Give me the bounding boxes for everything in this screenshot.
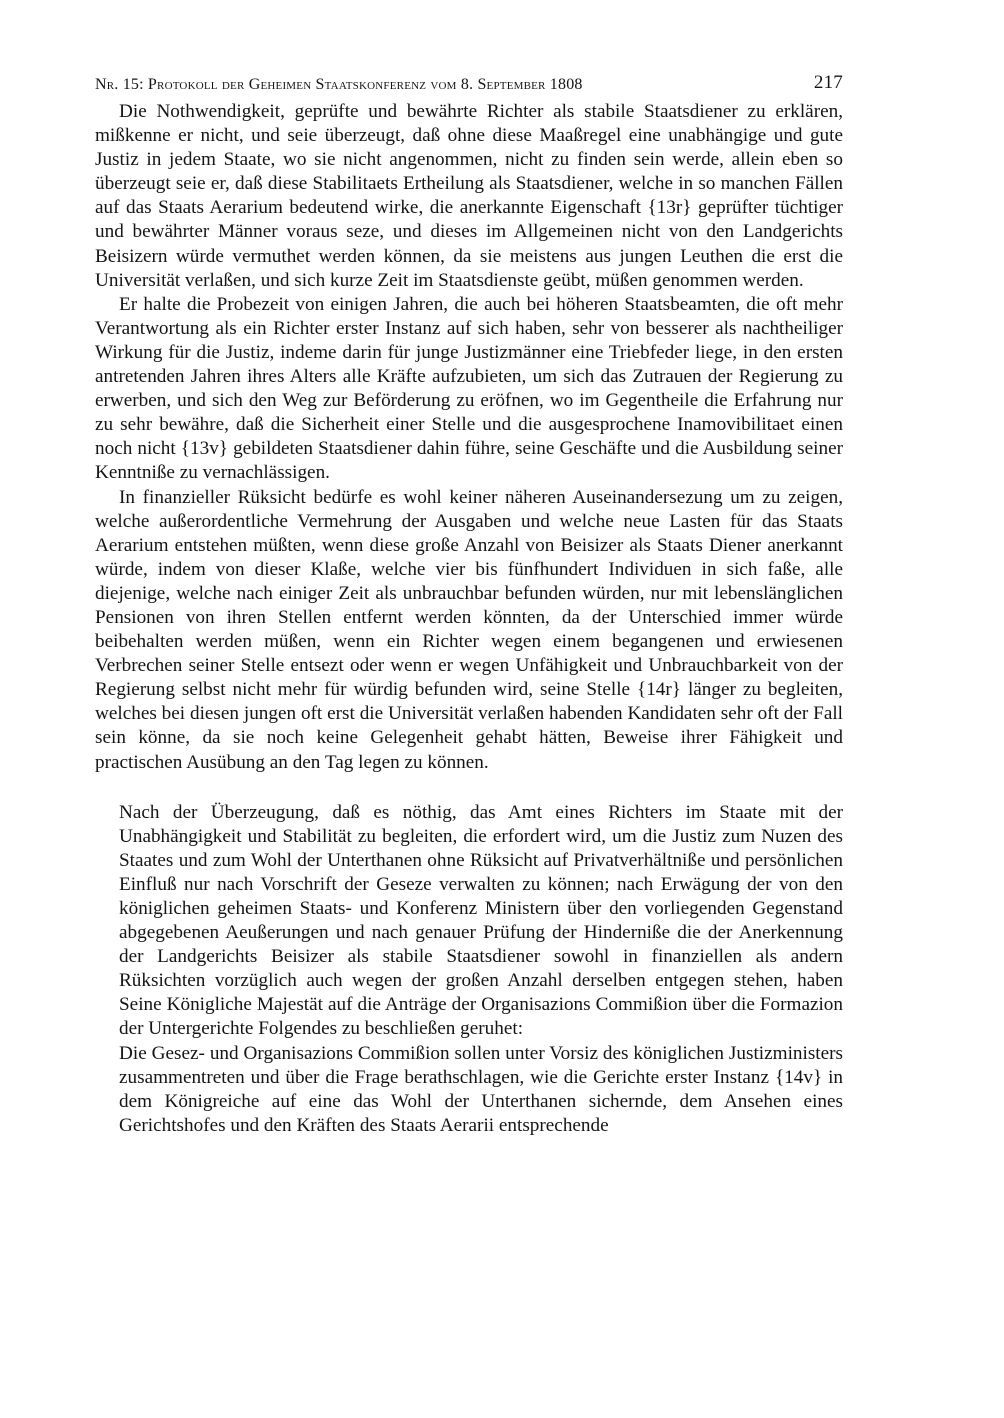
paragraph-2: Er halte die Probezeit von einigen Jahren, die auch bei höheren Staatsbeamten, die oft mehr Verantwortung als ein Richter erster Instanz auf sich haben, sehr von besserer als nachtheiliger Wirkung für die Justiz, indeme darin für junge Justizmänner eine Triebfeder liege, in den ersten antretenden Jahren ihres Alters alle Kräfte aufzubieten, um sich das Zutrauen der Regierung zu erwerben, und sich den Weg zur Beförderung zu eröfnen, wo im Gegentheile die Erfahrung nur zu sehr bewähre, daß die Sicherheit einer Stelle und die ausgesprochene Inamovibilitaet einen noch nicht {13v} gebildeten Staatsdiener dahin führe, seine Geschäfte und die Ausbildung seiner Kenntniße zu vernachlässigen.: [95, 293, 843, 484]
running-title: Nr. 15: Protokoll der Geheimen Staatskonferenz vom 8. September 1808: [95, 76, 583, 93]
paragraph-5-resolution: Die Gesez- und Organisazions Commißion sollen unter Vorsiz des königlichen Justizministers zusammentreten und über die Frage berathschlagen, wie die Gerichte erster Instanz {14v} in dem Königreiche auf eine das Wohl der Unterthanen sichernde, dem Ansehen eines Gerichtshofes und den Kräften des Staats Aerarii entsprechende: [119, 1042, 843, 1136]
paragraph-1: Die Nothwendigkeit, geprüfte und bewährte Richter als stabile Staatsdiener zu erklären, mißkenne er nicht, und seie überzeugt, daß ohne diese Maaßregel eine unabhängige und gute Justiz in jedem Staate, wo sie nicht angenommen, nicht zu finden sein werde, allein eben so überzeugt seie er, daß diese Stabilitaets Ertheilung als Staatsdiener, welche in so manchen Fällen auf das Staats Aerarium bedeutend wirke, die anerkannte Eigenschaft {13r} geprüfter tüchtiger und bewährter Männer voraus seze, und dieses im Allgemeinen nicht von den Landgerichts Beisizern würde vermuthet werden können, da sie meistens aus jungen Leuthen die erst die Universität verlaßen, und sich kurze Zeit im Staatsdienste geübt, müßen genommen werden.: [95, 101, 843, 291]
paragraph-4-resolution: Nach der Überzeugung, daß es nöthig, das Amt eines Richters im Staate mit der Unabhängigkeit und Stabilität zu begleiten, die erfordert wird, um die Justiz zum Nuzen des Staates und zum Wohl der Unterthanen ohne Rüksicht auf Privatverhältniße und persönlichen Einfluß nur nach Vorschrift der Geseze verwalten zu können; nach Erwägung der von den königlichen geheimen Staats- und Konferenz Ministern über den vorliegenden Gegenstand abgegebenen Aeußerungen und nach genauer Prüfung der Hinderniße die der Anerkennung der Landgerichts Beisizer als stabile Staatsdiener sowohl in finanziellen als andern Rüksichten vorzüglich auch wegen der großen Anzahl derselben entgegen stehen, haben Seine Königliche Majestät auf die Anträge der Organisazions Commißion über die Formazion der Untergerichte Folgendes zu beschließen geruhet:: [119, 801, 843, 1040]
running-head: [95, 70, 843, 100]
document-page: [95, 70, 843, 1138]
page-number: 217: [813, 72, 843, 93]
body-text: [95, 100, 843, 1138]
paragraph-3: In finanzieller Rüksicht bedürfe es wohl keiner näheren Auseinandersezung um zu zeigen, welche außerordentliche Vermehrung der Ausgaben und welche neue Lasten für das Staats Aerarium entstehen müßten, wenn diese große Anzahl von Beisizer als Staats Diener anerkannt würde, indem von dieser Klaße, welche vier bis fünfhundert Individuen in sich faße, alle diejenige, welche nach einiger Zeit als unbrauchbar befunden würden, nur mit lebenslänglichen Pensionen von ihren Stellen entfernt werden könnten, da der Unterschied immer würde beibehalten werden müßen, wenn ein Richter wegen einem begangenen und erwiesenen Verbrechen seiner Stelle entsezt oder wenn er wegen Unfähigkeit und Unbrauchbarkeit von der Regierung selbst nicht mehr für würdig befunden wird, seine Stelle {14r} länger zu begleiten, welches bei diesen jungen oft erst die Universität verlaßen habenden Kandidaten sehr oft der Fall sein könne, da sie noch keine Gelegenheit gehabt hätten, Beweise ihrer Fähigkeit und practischen Ausübung an den Tag legen zu können.: [95, 486, 843, 773]
